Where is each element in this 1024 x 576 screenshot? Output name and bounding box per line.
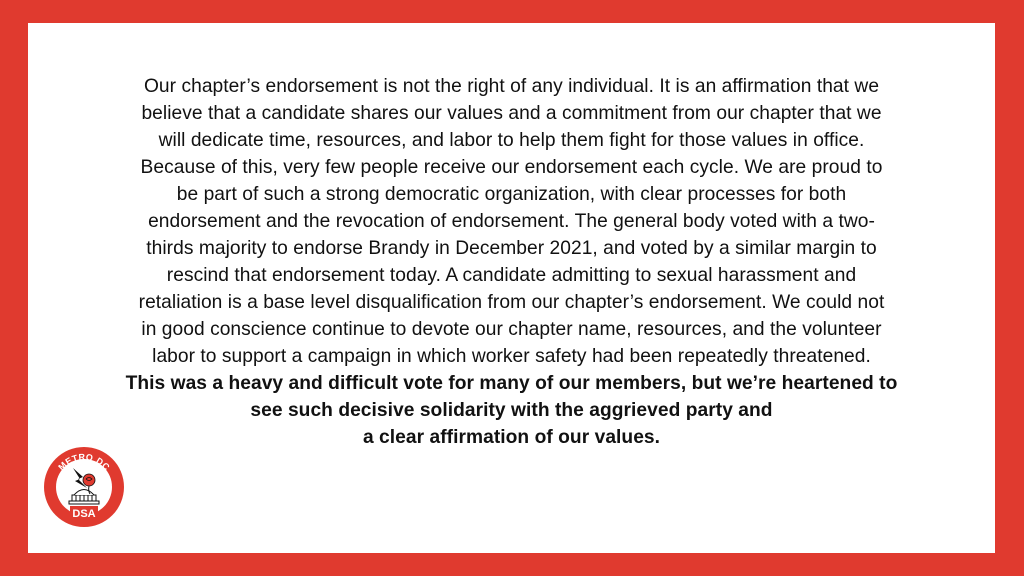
- statement-line: retaliation is a base level disqualification from our chapter’s endorsement. We could not: [138, 292, 885, 313]
- statement-line: Our chapter’s endorsement is not the right of any individual. It is an affirmation that we: [143, 76, 880, 97]
- statement-line: in good conscience continue to devote our chapter name, resources, and the volunteer: [141, 319, 882, 340]
- statement-line: Because of this, very few people receive our endorsement each cycle. We are proud to: [140, 157, 883, 178]
- endorsement-statement: [28, 73, 995, 451]
- statement-line: believe that a candidate shares our values and a commitment from our chapter that we: [141, 103, 882, 124]
- statement-line: will dedicate time, resources, and labor to help them fight for those values in office.: [158, 130, 865, 151]
- statement-regular-paragraph: [28, 73, 995, 370]
- statement-panel: [28, 23, 995, 553]
- statement-line: be part of such a strong democratic organization, with clear processes for both: [176, 184, 847, 205]
- metro-dc-dsa-logo: [43, 446, 125, 528]
- statement-bold-paragraph: [28, 370, 995, 451]
- statement-bold-line: This was a heavy and difficult vote for many of our members, but we’re heartened to: [125, 373, 898, 394]
- statement-line: labor to support a campaign in which worker safety had been repeatedly threatened.: [152, 346, 871, 367]
- logo-top-text: METRO DC: [56, 451, 112, 473]
- statement-line: endorsement and the revocation of endorsement. The general body voted with a two-: [148, 211, 875, 232]
- logo-bottom-text: DSA: [72, 508, 96, 520]
- statement-line: rescind that endorsement today. A candidate admitting to sexual harassment and: [166, 265, 857, 286]
- rose-fist-capitol-icon: [43, 446, 125, 528]
- statement-bold-line: see such decisive solidarity with the aggrieved party and: [250, 400, 773, 421]
- statement-line: thirds majority to endorse Brandy in December 2021, and voted by a similar margin to: [146, 238, 877, 259]
- statement-bold-line: a clear affirmation of our values.: [362, 427, 661, 448]
